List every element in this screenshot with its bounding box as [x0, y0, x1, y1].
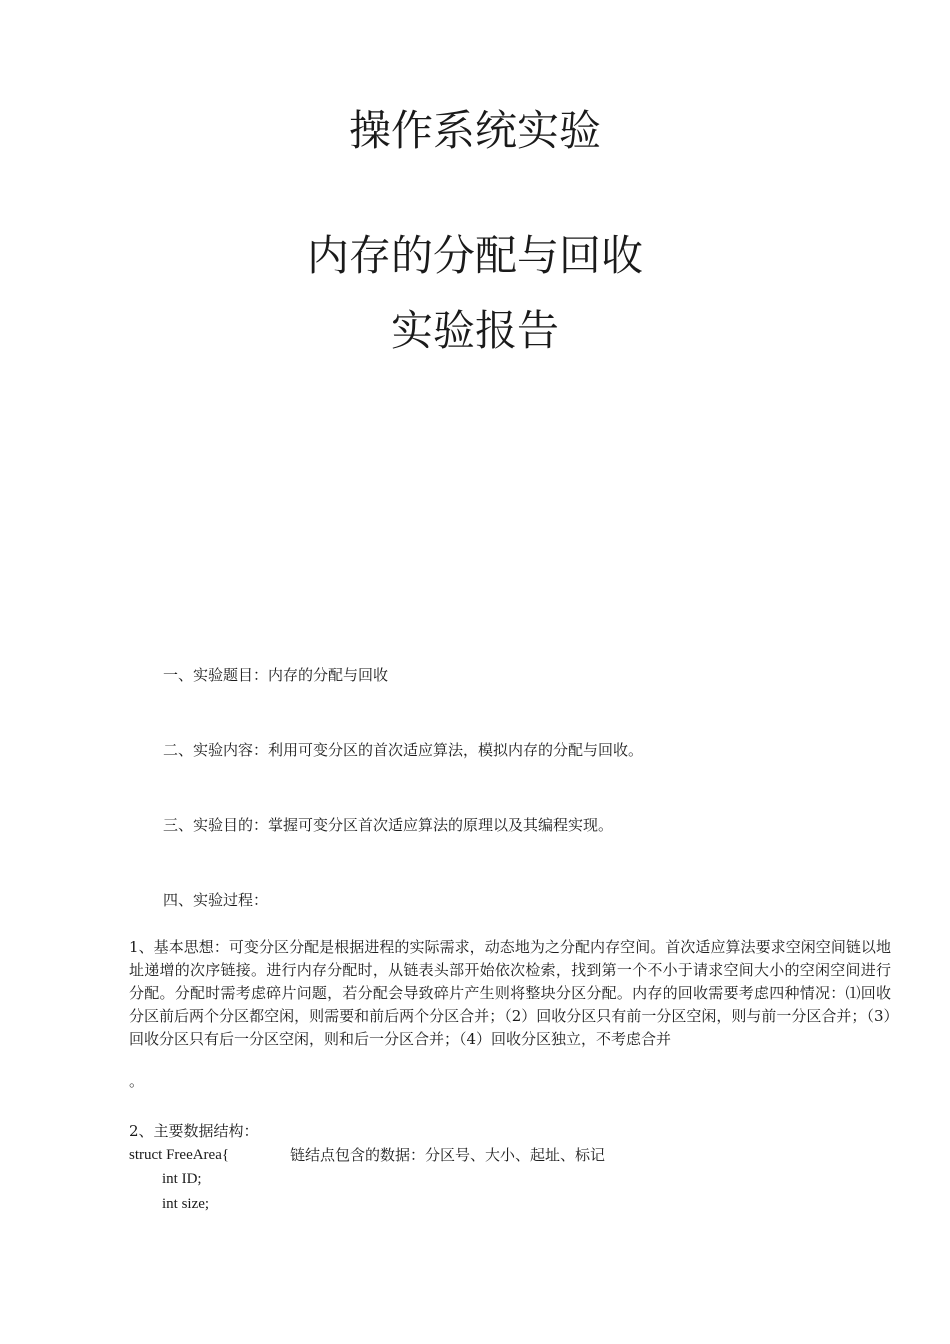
struct-field-id: int ID;: [162, 1171, 202, 1187]
basic-idea-end-mark: 。: [129, 1072, 145, 1090]
struct-declaration: struct FreeArea{: [129, 1147, 230, 1163]
struct-field-size: int size;: [162, 1196, 210, 1212]
section-experiment-process: 四、实验过程：: [163, 891, 269, 909]
report-title: 实验报告: [390, 306, 559, 355]
data-structure-heading: 2、主要数据结构：: [129, 1122, 259, 1140]
section-experiment-purpose: 三、实验目的：掌握可变分区首次适应算法的原理以及其编程实现。: [163, 816, 614, 834]
section-experiment-topic: 一、实验题目：内存的分配与回收: [163, 666, 389, 684]
struct-comment: 链结点包含的数据：分区号、大小、起址、标记: [290, 1146, 606, 1164]
topic-title: 内存的分配与回收: [306, 231, 643, 280]
basic-idea-paragraph: 1、基本思想：可变分区分配是根据进程的实际需求，动态地为之分配内存空间。首次适应算法要求空闲空间链以地址递增的次序链接。进行内存分配时，从链表头部开始依次检索，找到第一个不小于请求空间大小的空闲空间进行分配。分配时需考虑碎片问题，若分配会导致碎片产生则将整块分区分配。内存的回收需要考虑四种情况：⑴回收分区前后两个分区都空闲，则需要和前后两个分区合并；（2）回收分区只有前一分区空闲，则与前一分区合并；（3）回收分区只有后一分区空闲，则和后一分区合并；（4）回收分区独立，不考虑合并: [129, 938, 891, 1048]
course-title: 操作系统实验: [348, 106, 601, 155]
section-experiment-content: 二、实验内容：利用可变分区的首次适应算法，模拟内存的分配与回收。: [163, 741, 644, 759]
